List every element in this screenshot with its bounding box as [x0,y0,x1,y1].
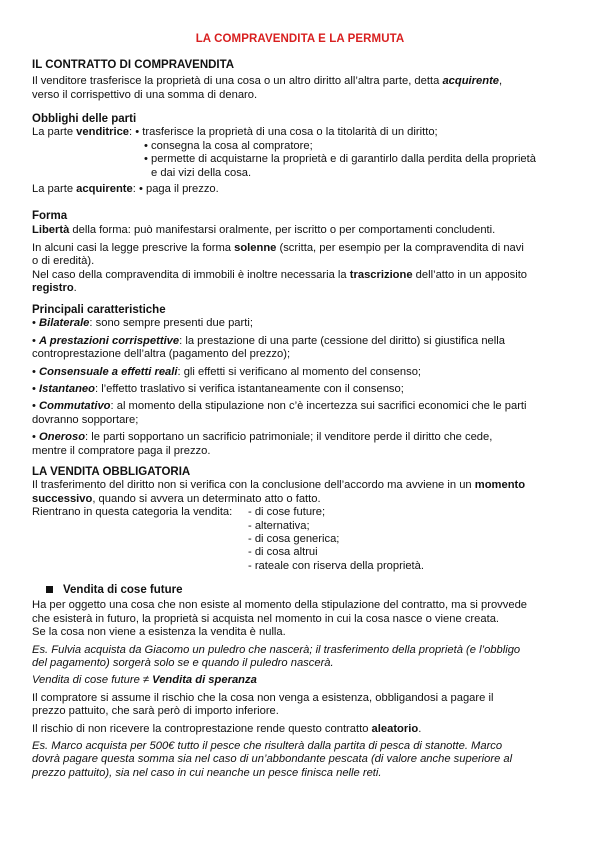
section-heading: Principali caratteristiche [32,304,166,316]
speranza-heading: Vendita di cose future ≠ Vendita di speranza [32,674,257,687]
paragraph: o di eredità). [32,255,95,268]
paragraph: Nel caso della compravendita di immobili è inoltre necessaria la trascrizione dell’atto in un apposito [32,268,528,281]
list-item: • Bilaterale: sono sempre presenti due parti; [32,317,253,330]
list-item-cont: mentre il compratore paga il prezzo. [32,444,211,457]
obbligo-item: e dai vizi della cosa. [151,166,252,179]
page-title: LA COMPRAVENDITA E LA PERMUTA [195,33,405,45]
list-item: - alternativa; [248,519,310,532]
list-item: - di cosa generica; [248,533,340,546]
section-heading: Forma [32,210,68,222]
list-item: - di cose future; [248,506,326,519]
paragraph: registro. [32,282,77,295]
list-item: • A prestazioni corrispettive: la prestazione di una parte (cessione del diritto) si giustifica nella [32,334,505,347]
example: Es. Marco acquista per 500€ tutto il pesce che risulterà dalla partita di pesca di stanotte. Marco [32,740,503,753]
section-caratteristiche [32,304,568,458]
paragraph: Il rischio di non ricevere la controprestazione rende questo contratto aleatorio. [32,722,422,735]
section-vendita-obbligatoria [32,466,568,573]
example: dovrà pagare questa somma sia nel caso di un’abbondante pescata (di valore anche superiore al [32,753,513,766]
term-acquirente: acquirente [442,75,500,88]
section-forma [32,210,568,295]
obbligo-item: • consegna la cosa al compratore; [144,139,313,152]
paragraph: Il trasferimento del diritto non si verifica con la conclusione dell’accordo ma avviene in un momento [32,479,526,492]
paragraph: prezzo pattuito, che sarà però di importo inferiore. [32,705,279,718]
list-item-cont: dovranno sopportare; [32,413,139,426]
section-cose-future [32,584,568,780]
list-item: • Commutativo: al momento della stipulazione non c’è incertezza sui sacrifici economici che le parti [32,400,527,413]
list-item: - di cosa altrui [248,546,318,559]
paragraph: verso il corrispettivo di una somma di denaro. [32,88,258,101]
section-heading: LA VENDITA OBBLIGATORIA [32,466,191,478]
list-item: - rateale con riserva della proprietà. [248,559,424,572]
paragraph: Il compratore si assume il rischio che la cosa non venga a esistenza, obbligandosi a pagare il [32,691,494,704]
list-item: • Consensuale a effetti reali: gli effetti si verificano al momento del consenso; [32,365,422,378]
example: del pagamento) sorgerà solo se e quando il puledro nascerà. [32,657,334,670]
paragraph: successivo, quando si avvera un determinato atto o fatto. [32,492,321,505]
paragraph: Rientrano in questa categoria la vendita: [32,506,233,519]
paragraph: che esisterà in futuro, la proprietà si acquista nel momento in cui la cosa nasce o viene creata. [32,612,500,625]
paragraph: Il venditore trasferisce la proprietà di una cosa o un altro diritto all’altra parte, detta acquirente, [32,75,503,88]
paragraph: Libertà della forma: può manifestarsi oralmente, per iscritto o per comportamenti concludenti. [32,224,496,237]
obbligo-item: • permette di acquistarne la proprietà e di garantirlo dalla perdita della proprietà [144,153,536,166]
paragraph: In alcuni casi la legge prescrive la forma solenne (scritta, per esempio per la compravendita di navi [32,241,524,254]
list-item: • Oneroso: le parti sopportano un sacrificio patrimoniale; il venditore perde il diritto che cede, [32,431,493,444]
section-compravendita [32,59,568,102]
list-item-cont: controprestazione dell’altra (pagamento del prezzo); [32,348,291,361]
square-bullet-icon [46,586,53,593]
subsection-heading: Vendita di cose future [32,584,568,597]
obbligo-acquirente: La parte acquirente: • paga il prezzo. [32,183,219,196]
section-obblighi [32,113,568,196]
example: prezzo pattuito), sia nel caso in cui neanche un pesce finisca nelle reti. [32,766,382,779]
section-heading: Obblighi delle parti [32,113,137,125]
obbligo-venditore: La parte venditrice: • trasferisce la proprietà di una cosa o la titolarità di un diritto; [32,126,438,139]
paragraph: Se la cosa non viene a esistenza la vendita è nulla. [32,626,286,639]
example: Es. Fulvia acquista da Giacomo un puledro che nascerà; il trasferimento della proprietà (e l’obbligo [32,643,521,656]
paragraph: Ha per oggetto una cosa che non esiste al momento della stipulazione del contratto, ma si provvede [32,599,528,612]
list-item: • Istantaneo: l’effetto traslativo si verifica istantaneamente con il consenso; [32,383,404,396]
section-heading: IL CONTRATTO DI COMPRAVENDITA [32,59,235,71]
